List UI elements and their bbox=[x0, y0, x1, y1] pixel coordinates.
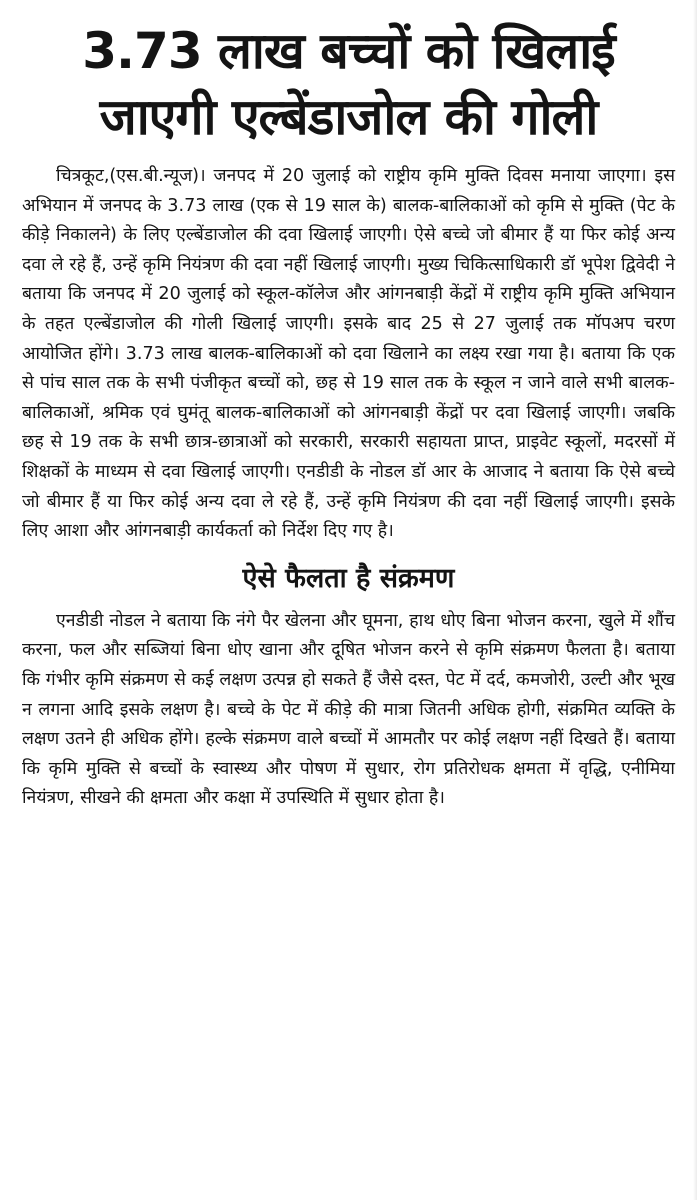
headline bbox=[22, 18, 675, 150]
subheading bbox=[22, 561, 675, 597]
headline-line-2: जाएगी एल्बेंडाजोल की गोली bbox=[99, 88, 598, 146]
subheading-text: ऐसे फैलता है संक्रमण bbox=[242, 562, 455, 594]
article-paragraph-1: चित्रकूट,(एस.बी.न्यूज)। जनपद में 20 जुलाई को राष्ट्रीय कृमि मुक्ति दिवस मनाया जाएगा। इस अभियान में जनपद के 3.73 लाख (एक से 19 साल के) बालक-बालिकाओं को कृमि से मुक्ति (पेट के कीड़े निकालने) के लिए एल्बेंडाजोल की दवा खिलाई जाएगी। ऐसे बच्चे जो बीमार हैं या फिर कोई अन्य दवा ले रहे हैं, उन्हें कृमि नियंत्रण की दवा नहीं खिलाई जाएगी। मुख्य चिकित्साधिकारी डॉ भूपेश द्विवेदी ने बताया कि जनपद में 20 जुलाई को स्कूल-कॉलेज और आंगनबाड़ी केंद्रों में राष्ट्रीय कृमि मुक्ति अभियान के तहत एल्बेंडाजोल की गोली खिलाई जाएगी। इसके बाद 25 से 27 जुलाई तक मॉपअप चरण आयोजित होंगे। 3.73 लाख बालक-बालिकाओं को दवा खिलाने का लक्ष्य रखा गया है। बताया कि एक से पांच साल तक के सभी पंजीकृत बच्चों को, छह से 19 साल तक के स्कूल न जाने वाले सभी बालक-बालिकाओं, श्रमिक एवं घुमंतू बालक-बालिकाओं को आंगनबाड़ी केंद्रों पर दवा खिलाई जाएगी। जबकि छह से 19 तक के सभी छात्र-छात्राओं को सरकारी, सरकारी सहायता प्राप्त, प्राइवेट स्कूलों, मदरसों में शिक्षकों के माध्यम से दवा खिलाई जाएगी। एनडीडी के नोडल डॉ आर के आजाद ने बताया कि ऐसे बच्चे जो बीमार हैं या फिर कोई अन्य दवा ले रहे हैं, उन्हें कृमि नियंत्रण की दवा नहीं खिलाई जाएगी। इसके लिए आशा और आंगनबाड़ी कार्यकर्ता को निर्देश दिए गए है। bbox=[22, 166, 675, 542]
article-paragraph-2: एनडीडी नोडल ने बताया कि नंगे पैर खेलना और घूमना, हाथ धोए बिना भोजन करना, खुले में शौंच करना, फल और सब्जियां बिना धोए खाना और दूषित भोजन करने से कृमि संक्रमण फैलता है। बताया कि गंभीर कृमि संक्रमण से कई लक्षण उत्पन्न हो सकते हैं जैसे दस्त, पेट में दर्द, कमजोरी, उल्टी और भूख न लगना आदि इसके लक्षण है। बच्चे के पेट में कीड़े की मात्रा जितनी अधिक होगी, संक्रमित व्यक्ति के लक्षण उतने ही अधिक होंगे। हल्के संक्रमण वाले बच्चों में आमतौर पर कोई लक्षण नहीं दिखते हैं। बताया कि कृमि मुक्ति से बच्चों के स्वास्थ्य और पोषण में सुधार, रोग प्रतिरोधक क्षमता में वृद्धि, एनीमिया नियंत्रण, सीखने की क्षमता और कक्षा में उपस्थिति में सुधार होता है। bbox=[22, 610, 675, 809]
page-edge-shadow bbox=[693, 0, 697, 1200]
headline-line-1: 3.73 लाख बच्चों को खिलाई bbox=[82, 22, 615, 80]
